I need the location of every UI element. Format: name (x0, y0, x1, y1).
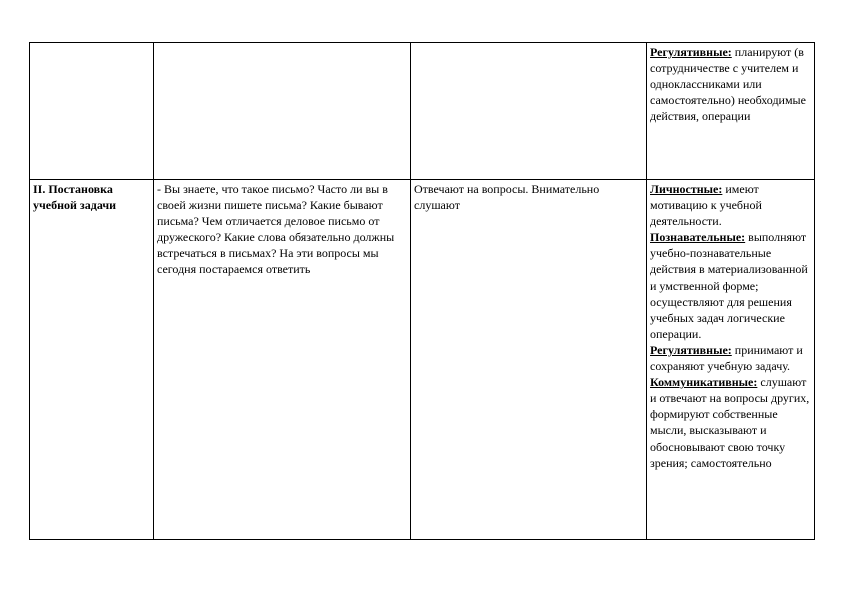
table-row (30, 180, 815, 540)
lesson-plan-table (29, 42, 815, 540)
uud-label-regulatory: Регулятивные: (650, 45, 732, 59)
uud-cognitive: Познавательные: выполняют учебно-познавательные действия в материализованной и умственной форме; осуществляют для решения учебных задач логические операции. (650, 230, 808, 341)
uud-communicative: Коммуникативные: слушают и отвечают на вопросы других, формируют собственные мысли, высказывают и обосновывают свою точку зрения; самостоятельно (650, 375, 810, 470)
uud-regulatory: Регулятивные: принимают и сохраняют учебную задачу. (650, 342, 803, 374)
uud-cell (647, 43, 815, 180)
stage-cell (30, 43, 154, 180)
table-row (30, 43, 815, 180)
student-activity-cell (411, 43, 647, 180)
uud-personal: Личностные: имеют мотивацию к учебной деятельности. (650, 182, 762, 229)
uud-cell (647, 180, 815, 540)
stage-cell: II. Постановка учебной задачи (30, 180, 154, 540)
teacher-activity-cell: - Вы знаете, что такое письмо? Часто ли вы в своей жизни пишете письма? Какие бывают письма? Чем отличается деловое письмо от дружеского? Какие слова обязательно должны встречаться в письмах? На эти вопросы мы сегодня постараемся ответить (154, 180, 411, 540)
teacher-activity-cell (154, 43, 411, 180)
student-activity-cell: Отвечают на вопросы. Внимательно слушают (411, 180, 647, 540)
uud-text-regulatory: планируют (в сотрудничестве с учителем и одноклассниками или самостоятельно) необходимые действия, операции (650, 45, 806, 124)
